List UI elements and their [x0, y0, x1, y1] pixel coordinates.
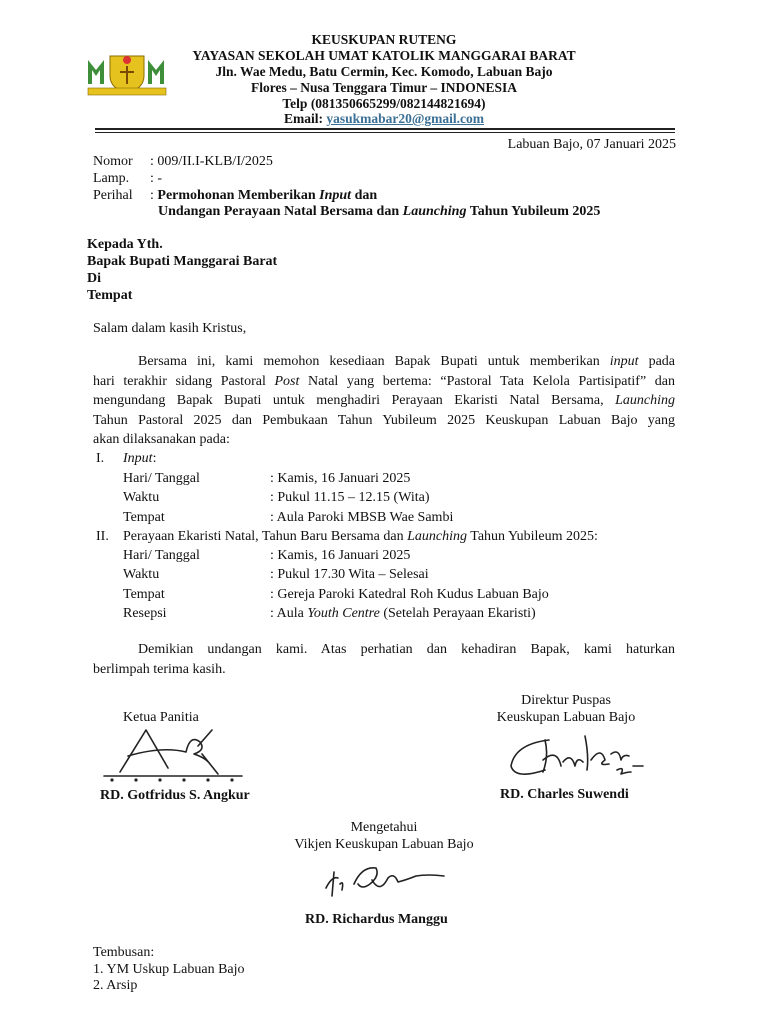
s1-row-2-label: Waktu	[123, 490, 160, 505]
signature-left	[102, 724, 250, 784]
salutation: Salam dalam kasih Kristus,	[93, 321, 247, 336]
s2-row-2-label: Waktu	[123, 567, 160, 582]
s2-resepsi-label: Resepsi	[123, 606, 167, 621]
place-date: Labuan Bajo, 07 Januari 2025	[507, 137, 676, 152]
right-signer-name: RD. Charles Suwendi	[500, 787, 629, 802]
header-rule-thin	[95, 132, 675, 133]
s1-row-1-value: : Kamis, 16 Januari 2025	[270, 471, 411, 486]
nomor-label: Nomor	[93, 154, 133, 169]
body-line-4: Tahun Pastoral 2025 dan Pembukaan Tahun Yubileum 2025 Keuskupan Labuan Bajo yang	[93, 413, 675, 428]
letterhead-line-1: KEUSKUPAN RUTENG	[311, 32, 457, 47]
perihal-line-2: Undangan Perayaan Natal Bersama dan Launching Tahun Yubileum 2025	[158, 204, 601, 219]
lamp-value: : -	[150, 171, 163, 186]
header-rule-thick	[95, 128, 675, 130]
left-signer-name: RD. Gotfridus S. Angkur	[100, 788, 250, 803]
recipient-line-3: Di	[87, 271, 101, 286]
s2-row-3-value: : Gereja Paroki Katedral Roh Kudus Labuan Bajo	[270, 587, 549, 602]
body-line-2: hari terakhir sidang Pastoral Post Natal yang bertema: “Pastoral Tata Kelola Partisipatif” dan	[93, 374, 676, 389]
s2-row-2-value: : Pukul 17.30 Wita – Selesai	[270, 567, 429, 582]
s1-row-3-value: : Aula Paroki MBSB Wae Sambi	[270, 510, 454, 525]
recipient-line-4: Tempat	[87, 288, 133, 303]
recipient-line-2: Bapak Bupati Manggarai Barat	[87, 254, 278, 269]
letterhead-email	[0, 111, 768, 127]
body-line-3: mengundang Bapak Bupati untuk menghadiri Perayaan Ekaristi Natal Bersama, Launching	[93, 393, 675, 408]
left-signer-role: Ketua Panitia	[123, 710, 199, 725]
signature-right	[505, 726, 645, 784]
section-1-title: Input:	[123, 451, 157, 466]
section-2-numeral: II.	[96, 529, 109, 544]
email-link[interactable]: yasukmabar20@gmail.com	[326, 111, 485, 126]
section-1-numeral: I.	[96, 451, 105, 466]
s2-row-3-label: Tempat	[123, 587, 165, 602]
s1-row-2-value: : Pukul 11.15 – 12.15 (Wita)	[270, 490, 430, 505]
closing-line-1: Demikian undangan kami. Atas perhatian dan kehadiran Bapak, kami haturkan	[138, 642, 675, 657]
recipient-line-1: Kepada Yth.	[87, 237, 163, 252]
body-line-1: Bersama ini, kami memohon kesediaan Bapak Bupati untuk memberikan input pada	[138, 354, 675, 369]
s2-row-1-value: : Kamis, 16 Januari 2025	[270, 548, 411, 563]
lamp-label: Lamp.	[93, 171, 130, 186]
center-signer-role-1: Mengetahui	[350, 820, 418, 835]
center-signer-name: RD. Richardus Manggu	[305, 912, 448, 927]
letterhead-phone: Telp (081350665299/082144821694)	[282, 96, 486, 111]
s2-row-1-label: Hari/ Tanggal	[123, 548, 200, 563]
tembusan-item-2: 2. Arsip	[93, 978, 138, 993]
signature-center	[318, 854, 450, 902]
s1-row-3-label: Tempat	[123, 510, 165, 525]
letterhead-region: Flores – Nusa Tenggara Timur – INDONESIA	[250, 80, 518, 95]
letterhead-address: Jln. Wae Medu, Batu Cermin, Kec. Komodo, Labuan Bajo	[215, 64, 553, 79]
right-signer-role-2: Keuskupan Labuan Bajo	[496, 710, 636, 725]
center-signer-role-2: Vikjen Keuskupan Labuan Bajo	[294, 837, 474, 852]
perihal-label: Perihal	[93, 188, 133, 203]
s2-resepsi-value: : Aula Youth Centre (Setelah Perayaan Ekaristi)	[270, 606, 536, 621]
perihal-line-1: : Permohonan Memberikan Input dan	[150, 188, 378, 203]
tembusan-item-1: 1. YM Uskup Labuan Bajo	[93, 962, 245, 977]
tembusan-label: Tembusan:	[93, 945, 155, 960]
right-signer-role-1: Direktur Puspas	[521, 693, 611, 708]
nomor-value: : 009/II.I-KLB/I/2025	[150, 154, 273, 169]
section-2-title: Perayaan Ekaristi Natal, Tahun Baru Bersama dan Launching Tahun Yubileum 2025:	[123, 529, 598, 544]
s1-row-1-label: Hari/ Tanggal	[123, 471, 200, 486]
body-line-5: akan dilaksanakan pada:	[93, 432, 230, 447]
letterhead-line-2: YAYASAN SEKOLAH UMAT KATOLIK MANGGARAI BARAT	[192, 48, 576, 63]
email-label: Email:	[283, 111, 323, 126]
closing-line-2: berlimpah terima kasih.	[93, 662, 226, 677]
